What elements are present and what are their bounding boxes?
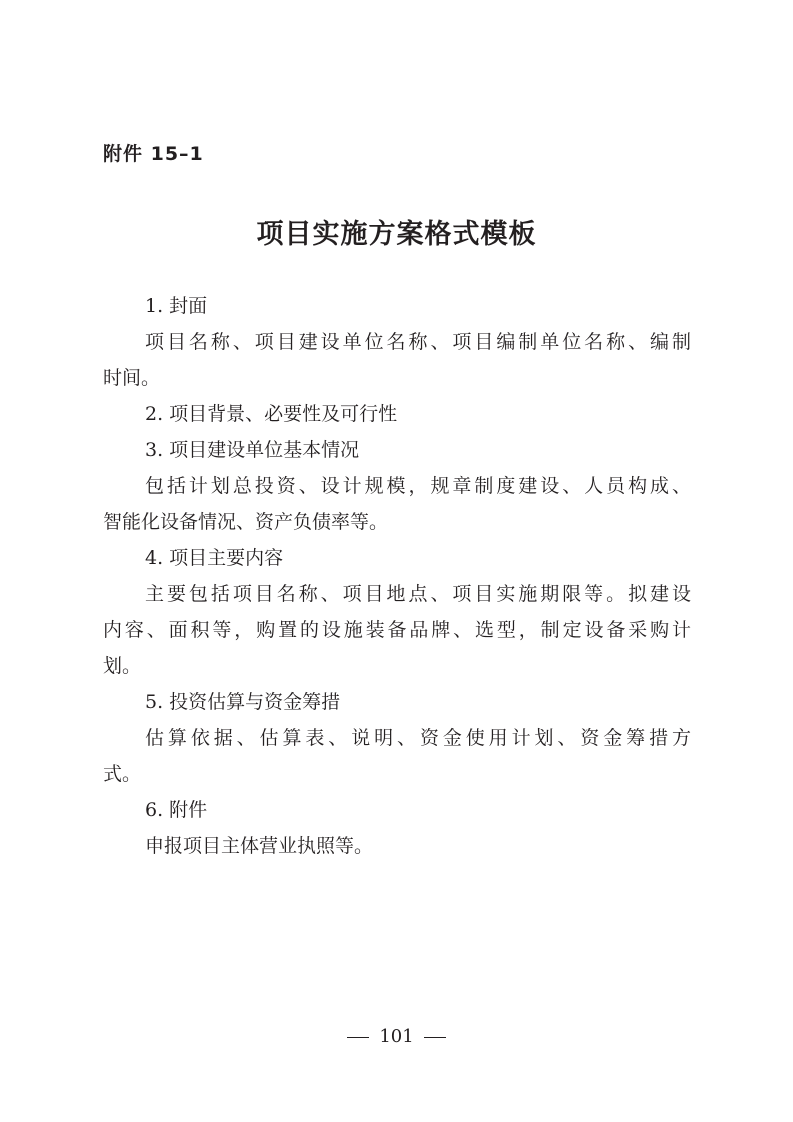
footer-dash-right	[424, 1037, 446, 1038]
page-footer	[0, 1026, 793, 1047]
paragraph-line: 项目名称、项目建设单位名称、项目编制单位名称、编制	[145, 331, 691, 353]
attachment-label: 附件 15–1	[103, 143, 204, 165]
paragraph-line: 时间。	[103, 367, 161, 389]
paragraph-line: 划。	[103, 655, 142, 677]
paragraph-line: 包括计划总投资、设计规模，规章制度建设、人员构成、	[145, 475, 691, 497]
footer-dash-left	[347, 1037, 369, 1038]
page-number: 101	[379, 1026, 414, 1047]
paragraph-line: 内容、面积等，购置的设施装备品牌、选型，制定设备采购计	[103, 619, 691, 641]
section-heading-investment: 5. 投资估算与资金筹措	[145, 691, 341, 713]
paragraph-line: 智能化设备情况、资产负债率等。	[103, 511, 389, 533]
paragraph-line: 式。	[103, 763, 142, 785]
section-heading-main-content: 4. 项目主要内容	[145, 547, 284, 569]
section-heading-cover: 1. 封面	[145, 295, 208, 317]
paragraph-line: 估算依据、估算表、说明、资金使用计划、资金筹措方	[145, 727, 691, 749]
section-heading-unit-info: 3. 项目建设单位基本情况	[145, 439, 360, 461]
document-body	[103, 288, 691, 864]
paragraph-line: 申报项目主体营业执照等。	[145, 835, 374, 857]
section-heading-background: 2. 项目背景、必要性及可行性	[145, 403, 398, 425]
paragraph-line: 主要包括项目名称、项目地点、项目实施期限等。拟建设	[145, 583, 691, 605]
section-heading-attachments: 6. 附件	[145, 799, 208, 821]
document-title: 项目实施方案格式模板	[256, 219, 537, 250]
